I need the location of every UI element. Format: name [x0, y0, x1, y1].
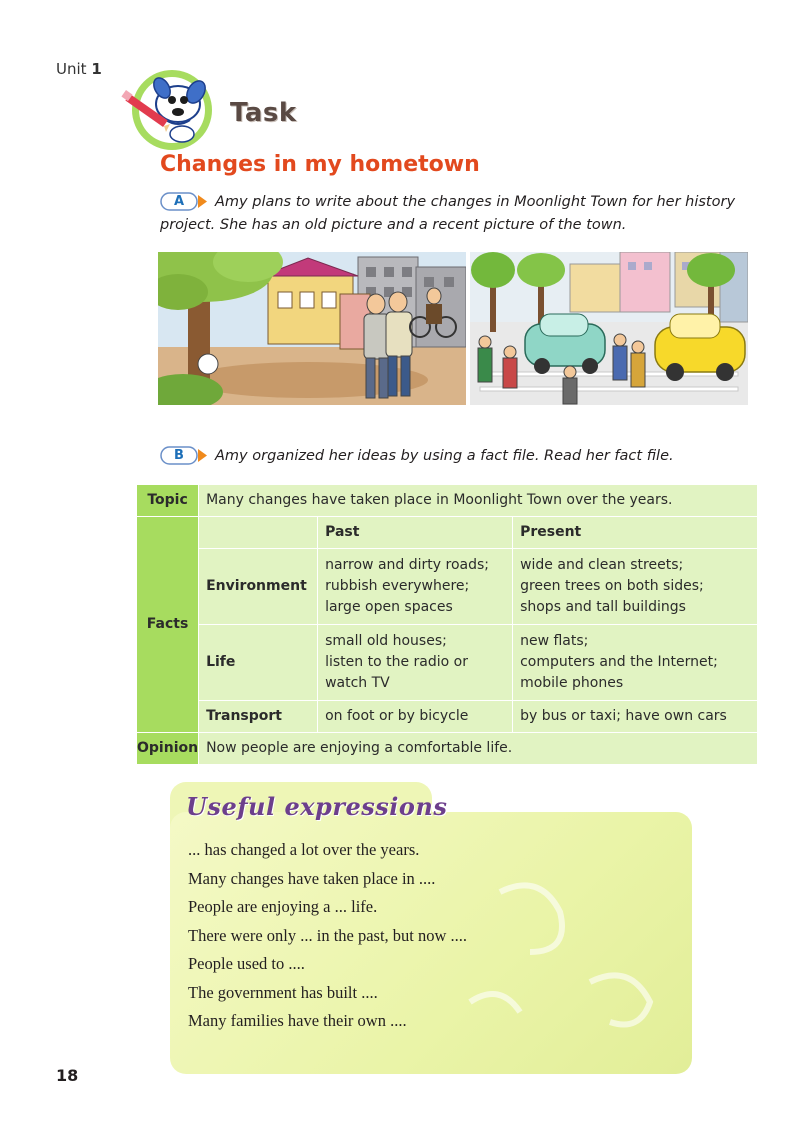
- row-category: Life: [199, 625, 318, 701]
- list-item: Many families have their own ....: [188, 1011, 407, 1030]
- unit-number: 1: [91, 60, 102, 78]
- section-a-instruction-line1: Amy plans to write about the changes in Moonlight Town for her history: [215, 194, 736, 210]
- unit-prefix: Unit: [56, 60, 87, 78]
- list-item: Many changes have taken place in ....: [188, 868, 436, 888]
- useful-expressions-title: Useful expressions: [186, 792, 448, 821]
- present-line: computers and the Internet;: [520, 654, 718, 670]
- row-past: [318, 549, 513, 625]
- new-town-picture: [470, 252, 748, 405]
- table-row: [137, 701, 758, 733]
- row-past: [318, 625, 513, 701]
- opinion-row: [137, 733, 758, 765]
- present-line: mobile phones: [520, 675, 624, 691]
- present-line: green trees on both sides;: [520, 578, 704, 594]
- topic-text: Many changes have taken place in Moonlight Town over the years.: [199, 485, 758, 517]
- list-item: People are enjoying a ... life.: [188, 897, 378, 916]
- past-line: rubbish everywhere;: [325, 578, 470, 594]
- row-category: Environment: [199, 549, 318, 625]
- past-line: on foot or by bicycle: [325, 708, 469, 724]
- topic-label: Topic: [137, 485, 199, 517]
- topic-row: [137, 485, 758, 517]
- opinion-label: Opinion: [137, 733, 199, 765]
- col-past-header: Past: [318, 517, 513, 549]
- opinion-text: Now people are enjoying a comfortable life.: [199, 733, 758, 765]
- list-item: The government has built ....: [188, 982, 378, 1002]
- row-present: [513, 549, 758, 625]
- page-heading: Changes in my hometown: [160, 152, 480, 177]
- present-line: wide and clean streets;: [520, 557, 684, 573]
- past-line: listen to the radio or: [325, 654, 468, 670]
- section-a-instruction-line2: project. She has an old picture and a recent picture of the town.: [160, 217, 627, 233]
- list-item: People used to ....: [188, 954, 305, 973]
- past-line: large open spaces: [325, 599, 453, 615]
- past-line: small old houses;: [325, 633, 447, 649]
- useful-expressions-list: [188, 836, 467, 1036]
- facts-category-header-empty: [199, 517, 318, 549]
- page-number: 18: [56, 1066, 79, 1085]
- section-b-tag: [160, 446, 208, 465]
- col-present-header: Present: [513, 517, 758, 549]
- section-a-tag-label: A: [173, 194, 185, 209]
- unit-label: [56, 60, 102, 78]
- task-title: Task: [230, 98, 297, 128]
- row-present: [513, 701, 758, 733]
- present-line: by bus or taxi; have own cars: [520, 708, 727, 724]
- row-present: [513, 625, 758, 701]
- present-line: shops and tall buildings: [520, 599, 686, 615]
- task-badge-icon: [120, 62, 220, 152]
- section-b-tag-label: B: [174, 448, 184, 463]
- present-line: new flats;: [520, 633, 589, 649]
- facts-header-row: [137, 517, 758, 549]
- row-past: [318, 701, 513, 733]
- table-row: [137, 549, 758, 625]
- section-b-instruction: Amy organized her ideas by using a fact file. Read her fact file.: [215, 448, 674, 464]
- row-category: Transport: [199, 701, 318, 733]
- list-item: ... has changed a lot over the years.: [188, 840, 420, 859]
- past-line: watch TV: [325, 675, 390, 691]
- list-item: There were only ... in the past, but now ....: [188, 925, 468, 945]
- past-line: narrow and dirty roads;: [325, 557, 489, 573]
- old-town-picture: [158, 252, 466, 405]
- facts-label: Facts: [137, 517, 199, 733]
- section-a-tag: [160, 192, 208, 211]
- fact-file-table: [136, 484, 758, 765]
- table-row: [137, 625, 758, 701]
